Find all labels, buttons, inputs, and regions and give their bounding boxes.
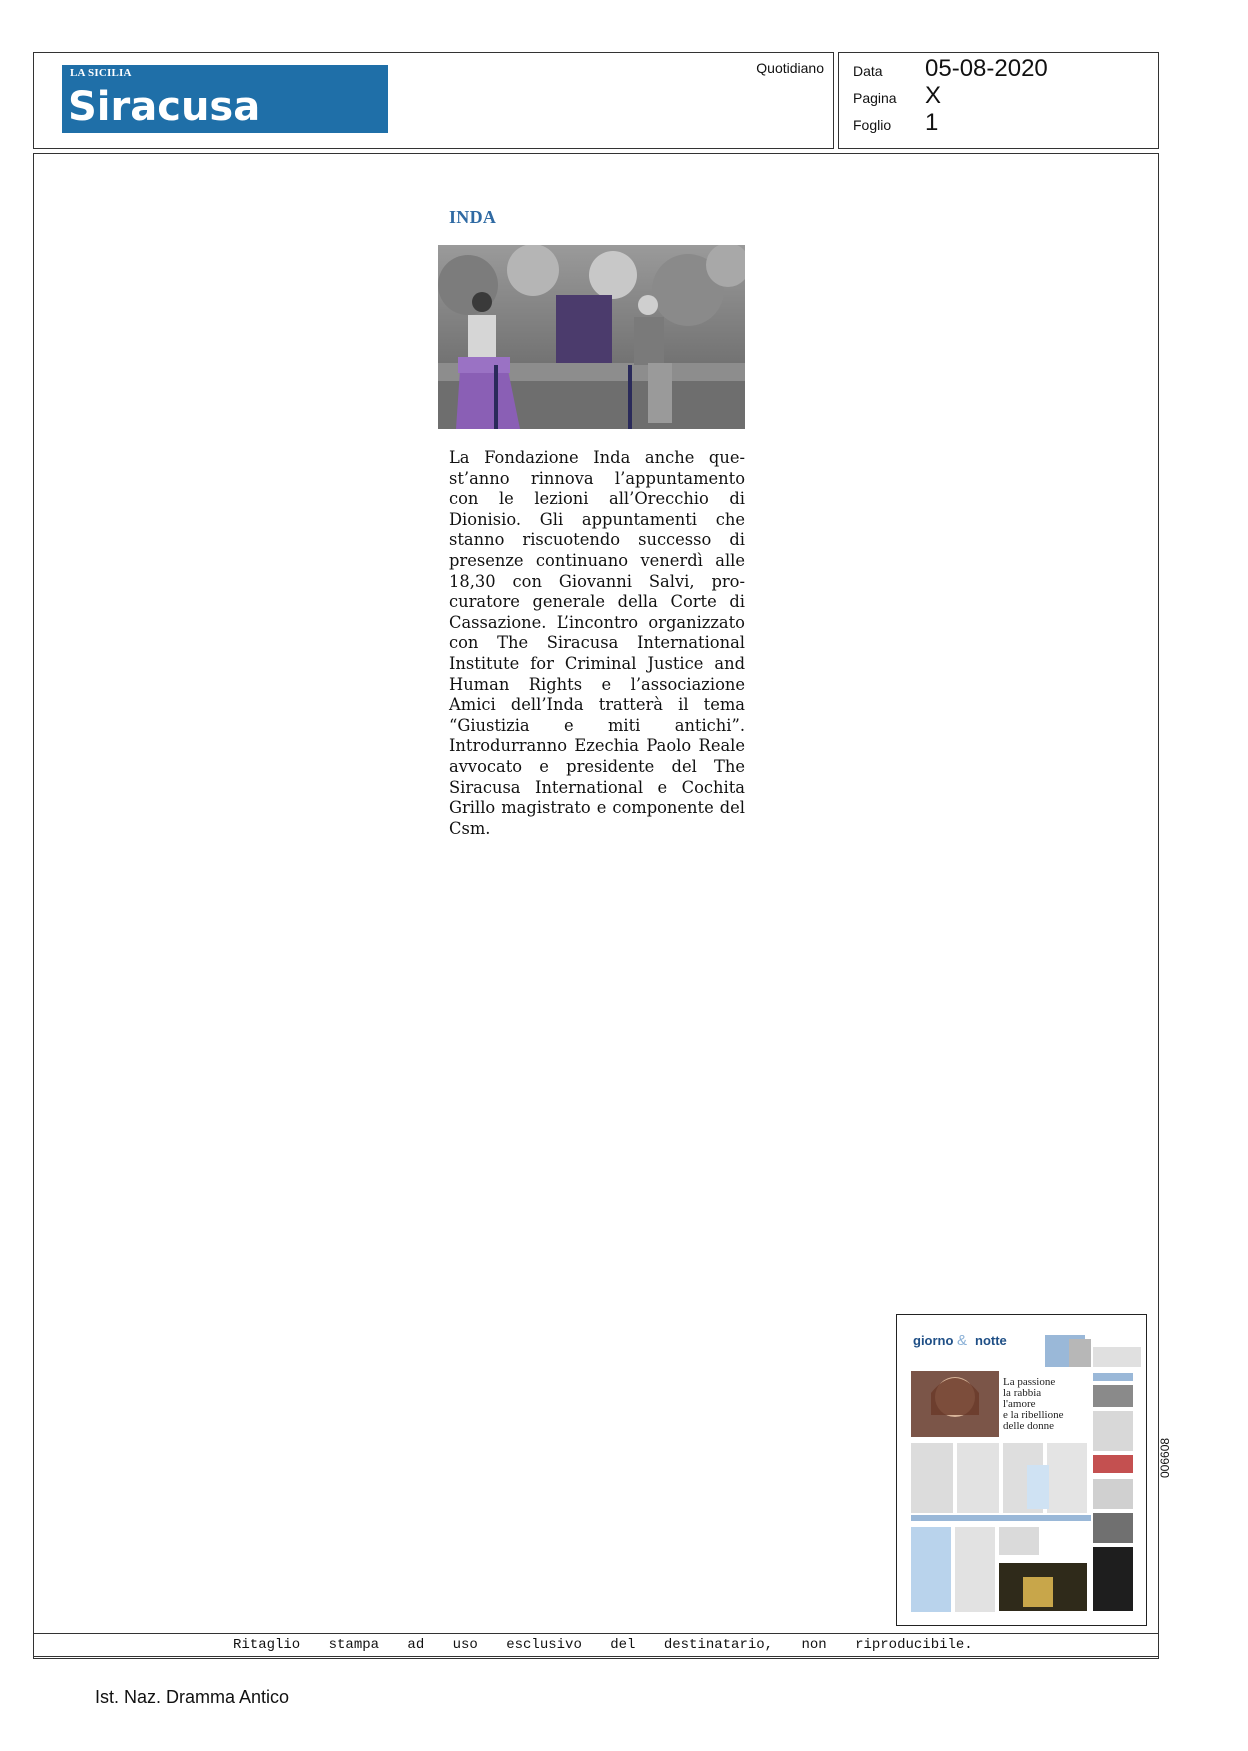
thumbnail-headline-2: la rabbia: [1003, 1387, 1042, 1399]
thumbnail-illustration: [897, 1315, 1145, 1624]
date-label: Data: [853, 63, 883, 79]
thumbnail-section-amp: &: [957, 1332, 968, 1349]
article-body: La Fondazione Inda anche quest’anno rinnova l’appuntamento con le lezioni all’Orecchio di Dionisio. Gli appuntamenti che stanno riscuotendo successo di presenze continuano venerdì alle 18,30 con Giovanni Salvi, procuratore generale della Corte di Cassazione. L’incontro organizzato con The Siracusa International Institute for Criminal Justice and Human Rights e l’associazione Amici dell’Inda tratterà il tema “Giustizia e miti antichi”. Introdurranno Ezechia Paolo Reale avvocato e presidente del The Siracusa International e Cochita Grillo magistrato e componente del Csm.: [449, 448, 745, 838]
date-value: 05-08-2020: [925, 55, 1048, 82]
page-value: X: [925, 82, 942, 109]
footer-divider: [33, 1633, 1159, 1634]
sheet-value: 1: [925, 109, 939, 136]
archive-code: 006608: [1158, 1437, 1172, 1478]
thumbnail-headline-4: e la ribellione: [1003, 1409, 1064, 1421]
page-thumbnail: [896, 1314, 1147, 1626]
photo-illustration: [438, 245, 745, 429]
logo-main-text: Siracusa: [68, 84, 261, 130]
header-meta-box: [838, 52, 1159, 149]
thumbnail-section-left: giorno: [913, 1333, 954, 1348]
newspaper-logo: [62, 65, 388, 133]
reproduction-disclaimer: Ritaglio stampa ad uso esclusivo del destinatario, non riproducibile.: [233, 1637, 973, 1653]
page-label: Pagina: [853, 90, 897, 106]
thumbnail-headline-1: La passione: [1003, 1376, 1056, 1388]
sheet-label: Foglio: [853, 117, 892, 133]
logo-top-text: LA SICILIA: [70, 67, 132, 79]
section-label: INDA: [449, 207, 497, 227]
organization-name: Ist. Naz. Dramma Antico: [95, 1687, 290, 1707]
thumbnail-headline-5: delle donne: [1003, 1420, 1055, 1432]
footer-divider-bottom: [33, 1656, 1159, 1657]
header-left-box: [33, 52, 834, 149]
thumbnail-section-right: notte: [975, 1333, 1007, 1348]
article-photo: [438, 245, 745, 429]
thumbnail-headline-3: l'amore: [1003, 1398, 1036, 1410]
publication-type: Quotidiano: [756, 60, 824, 76]
